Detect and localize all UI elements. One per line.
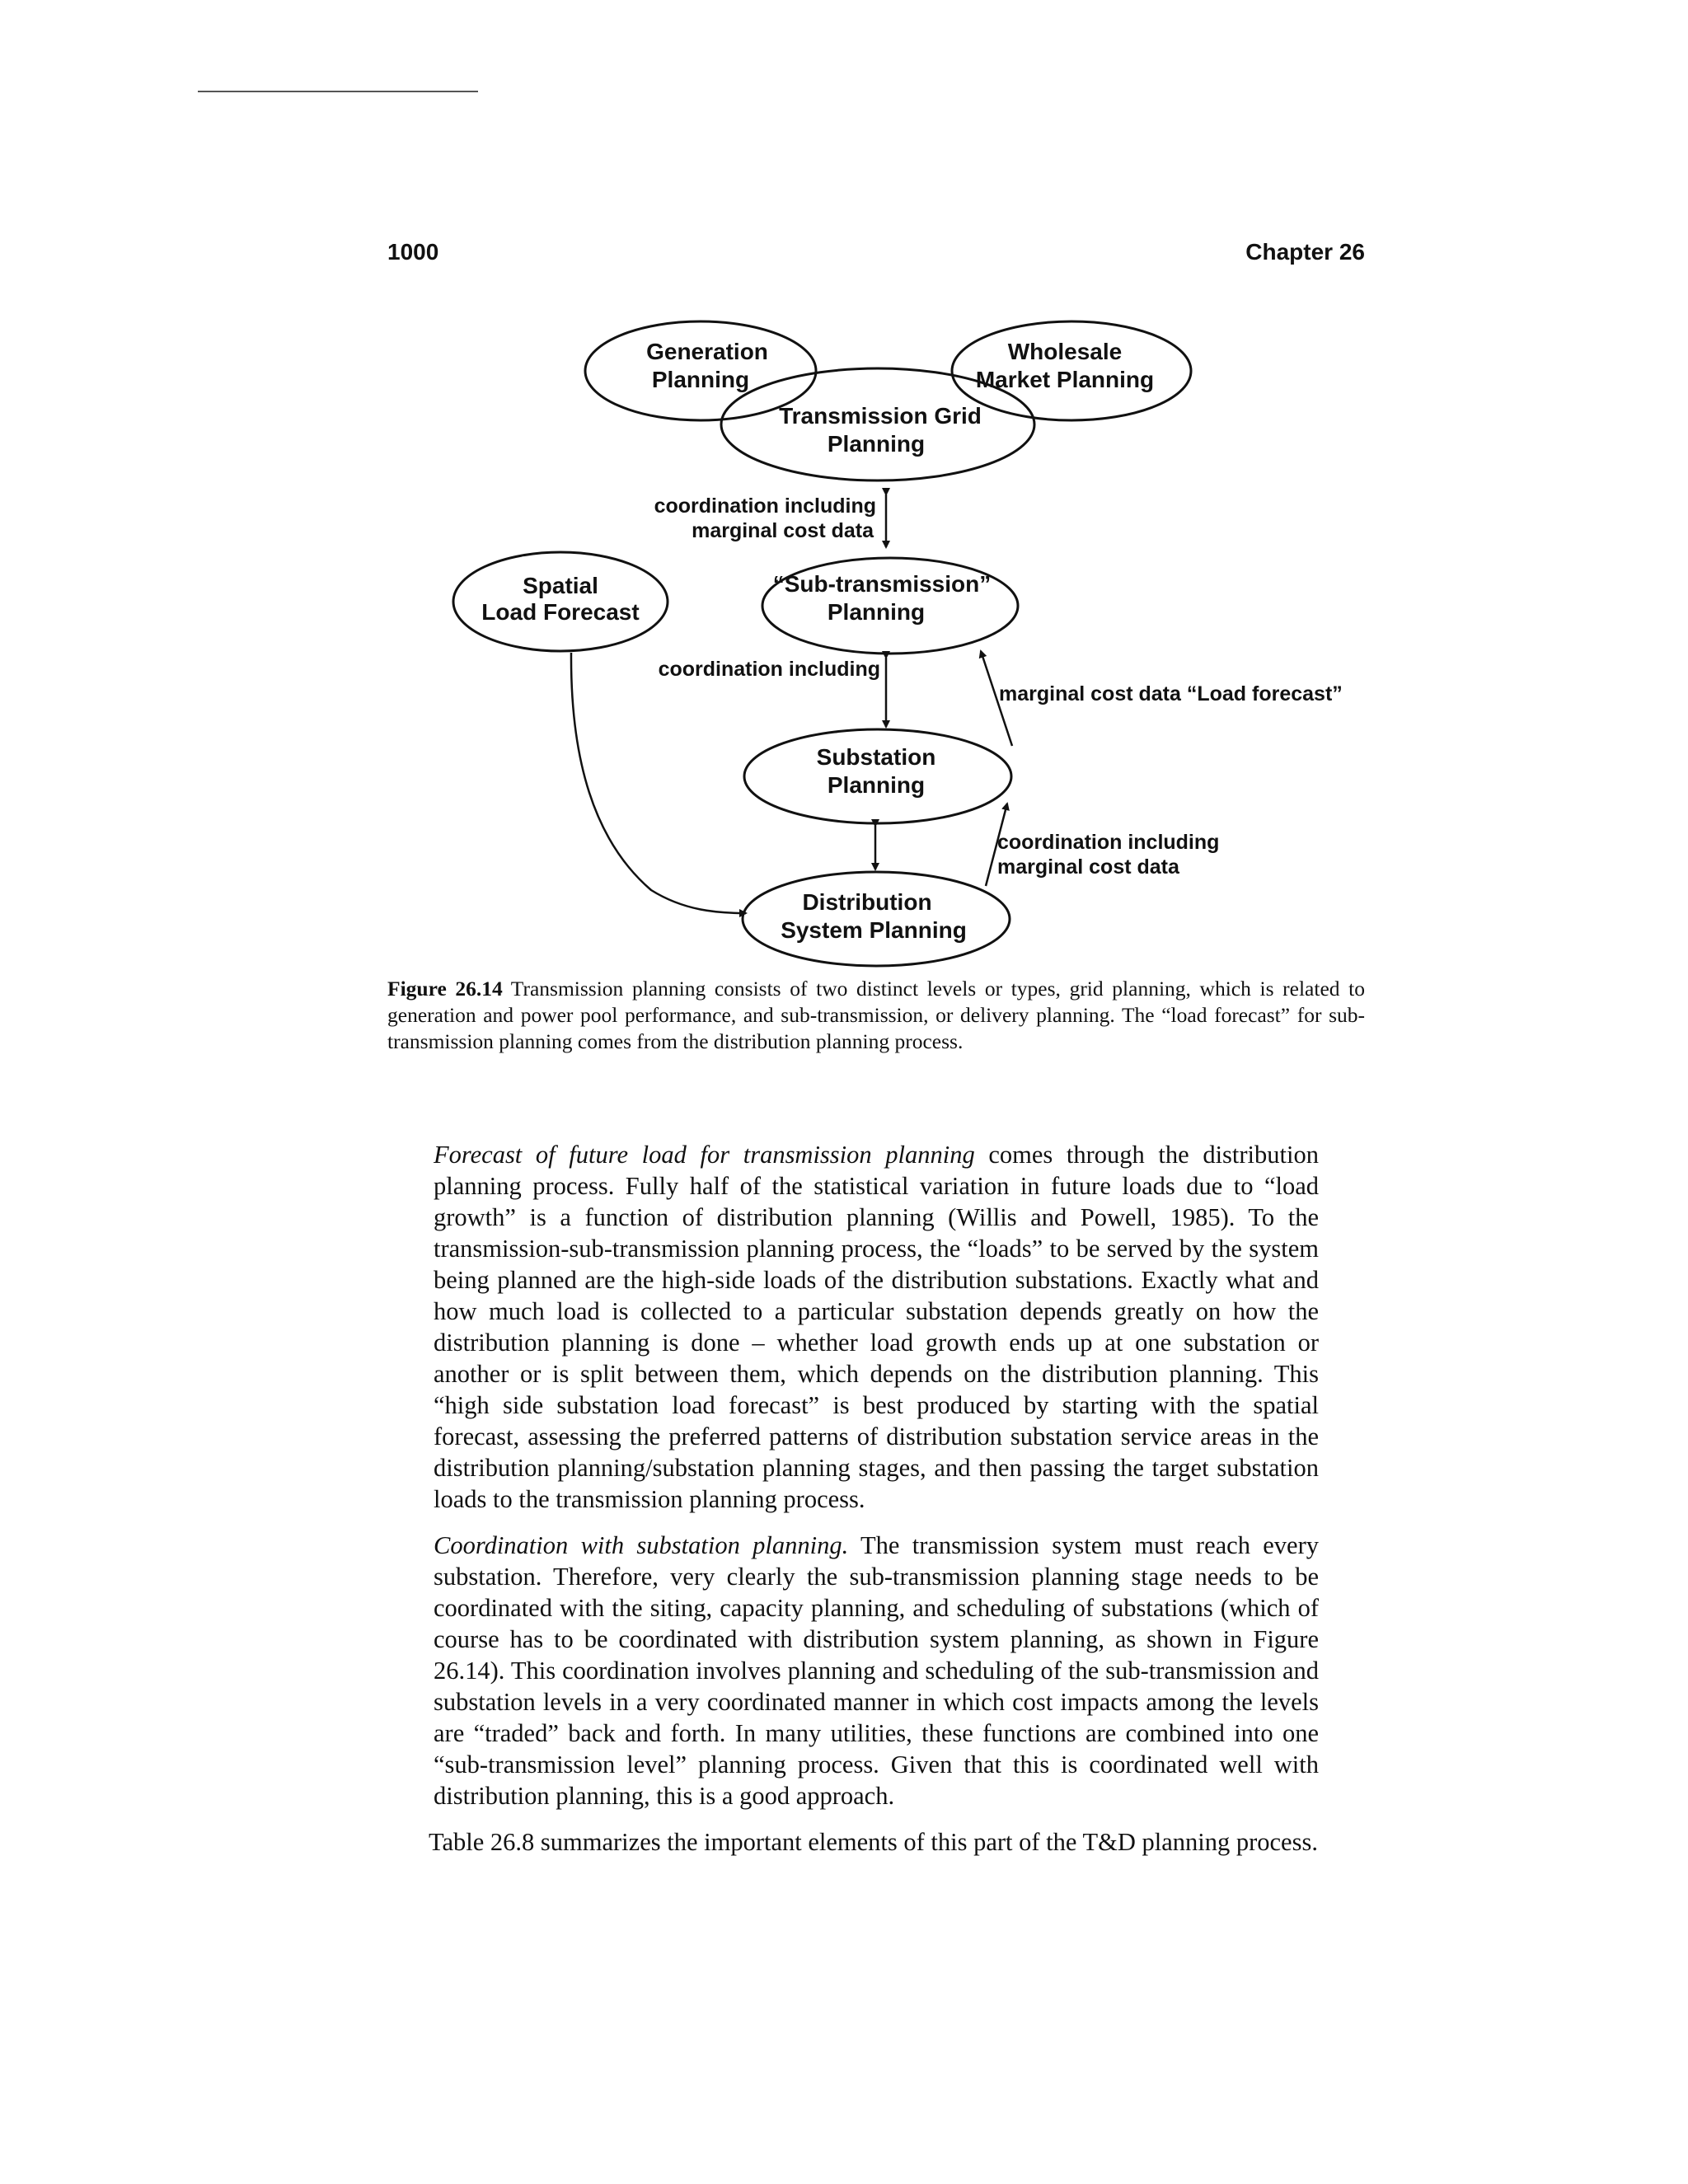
page-number: 1000 — [387, 239, 439, 265]
paragraph-lead: Forecast of future load for transmission planning — [434, 1141, 975, 1169]
subtransmission-label-2: Planning — [827, 599, 926, 625]
distribution-label-1: Distribution — [802, 889, 932, 915]
generation-label-1: Generation — [646, 339, 768, 364]
generation-label-2: Planning — [651, 367, 750, 392]
figure-diagram — [0, 0, 1688, 972]
body-paragraph-coordination — [434, 1530, 1319, 1811]
subtransmission-label-1: “Sub-transmission” — [772, 571, 992, 597]
wholesale-label-1: Wholesale — [1007, 339, 1123, 364]
spatial-label-1: Spatial — [523, 573, 598, 598]
body-paragraph-summary: Table 26.8 summarizes the important elements of this part of the T&D planning process. — [429, 1828, 1318, 1856]
figure-caption-text: Transmission planning consists of two distinct levels or types, grid planning, which is related to generation and power pool performance, and sub-transmission, or delivery planning. The “load forecast” for sub-transmission planning comes from the distribution planning process. — [387, 977, 1365, 1053]
paragraph-lead: Coordination with substation planning. — [434, 1531, 849, 1559]
body-paragraph-forecast — [434, 1139, 1319, 1515]
distribution-label-2: System Planning — [781, 917, 967, 943]
marginal-load-forecast-label: marginal cost data “Load forecast” — [999, 682, 1343, 705]
figure-caption — [387, 976, 1365, 1055]
paragraph-text: comes through the distribution planning process. Fully half of the statistical variation in future loads due to “load growth” is a function of distribution planning (Willis and Powell, 1985). To the transmission-sub-transmission planning process, the “loads” to be served by the system being planned are the high-side loads of the distribution substations. Exactly what and how much load is collected to a particular substation depends greatly on how the distribution planning is done – whether load growth ends up at one substation or another or is split between them, which depends on the distribution planning. This “high side substation load forecast” is best produced by starting with the spatial forecast, assessing the preferred patterns of distribution substation service areas in the distribution planning/substation planning stages, and then passing the target substation loads to the transmission planning process. — [434, 1141, 1319, 1513]
spatial-label-2: Load Forecast — [481, 599, 640, 625]
substation-label-1: Substation — [816, 744, 936, 770]
transmission-label-2: Planning — [827, 431, 926, 457]
transmission-label-1: Transmission Grid — [779, 403, 982, 429]
coord-label-3a: coordination including — [997, 831, 1220, 854]
substation-label-2: Planning — [827, 772, 926, 798]
coord-label-2: coordination including — [658, 658, 880, 681]
paragraph-text: The transmission system must reach every substation. Therefore, very clearly the sub-transmission planning stage needs to be coordinated with the siting, capacity planning, and scheduling of substations (which of course has to be coordinated with distribution system planning, as shown in Figure 26.14). This coordination involves planning and scheduling of the sub-transmission and substation levels in a very coordinated manner in which cost impacts among the levels are “traded” back and forth. In many utilities, these functions are combined into one “sub-transmission level” planning process. Given that this is coordinated well with distribution planning, this is a good approach. — [434, 1531, 1319, 1810]
coord-label-1b: marginal cost data — [692, 519, 874, 542]
coord-label-1a: coordination including — [654, 494, 876, 518]
arrow-spatial-to-distribution — [571, 653, 746, 913]
figure-caption-label: Figure 26.14 — [387, 977, 503, 1001]
coord-label-3b: marginal cost data — [997, 855, 1179, 879]
chapter-label: Chapter 26 — [1245, 239, 1365, 265]
wholesale-label-2: Market Planning — [975, 367, 1155, 392]
